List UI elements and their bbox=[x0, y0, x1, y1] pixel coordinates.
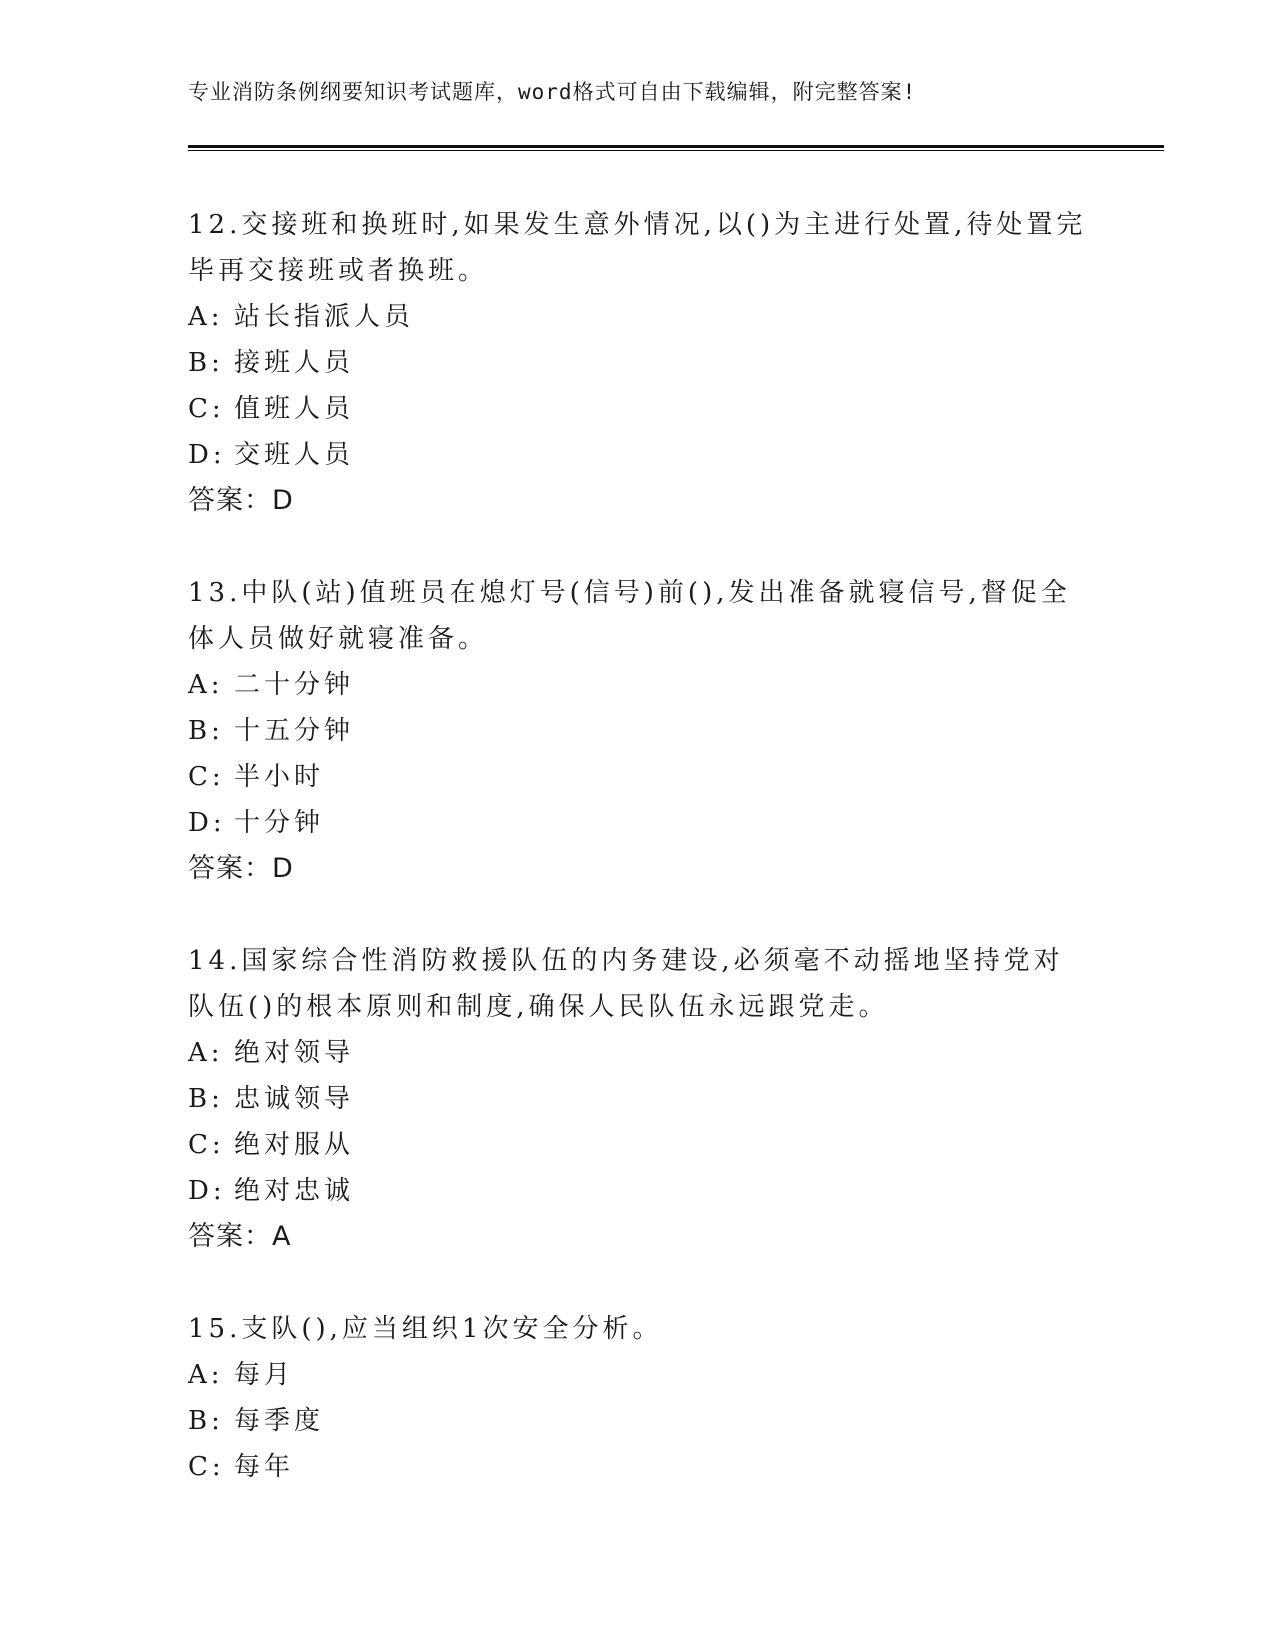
option-b bbox=[188, 1076, 1088, 1122]
option-text: 每月 bbox=[234, 1360, 295, 1390]
header-rule-thin bbox=[188, 150, 1164, 151]
option-text: 忠诚领导 bbox=[234, 1084, 355, 1114]
option-letter: C: bbox=[188, 1130, 225, 1160]
option-b bbox=[188, 1398, 1088, 1444]
option-letter: C: bbox=[188, 394, 225, 424]
option-letter: B: bbox=[188, 1406, 224, 1436]
option-letter: C: bbox=[188, 762, 225, 792]
option-text: 绝对忠诚 bbox=[234, 1176, 355, 1206]
option-text: 十分钟 bbox=[234, 808, 325, 838]
option-text: 每季度 bbox=[234, 1406, 325, 1436]
option-text: 二十分钟 bbox=[234, 670, 355, 700]
option-a bbox=[188, 1352, 1088, 1398]
answer-line: 答案：D bbox=[188, 853, 294, 884]
option-letter: D: bbox=[188, 440, 226, 470]
option-letter: A: bbox=[188, 1360, 224, 1390]
answer-line: 答案：D bbox=[188, 485, 294, 516]
option-a bbox=[188, 662, 1088, 708]
option-c bbox=[188, 754, 1088, 800]
question-12 bbox=[188, 202, 1088, 524]
option-c bbox=[188, 1122, 1088, 1168]
option-d bbox=[188, 1168, 1088, 1214]
question-14 bbox=[188, 938, 1088, 1260]
question-list bbox=[188, 202, 1088, 1536]
option-text: 交班人员 bbox=[234, 440, 355, 470]
question-15 bbox=[188, 1306, 1088, 1490]
option-text: 值班人员 bbox=[234, 394, 355, 424]
answer-line: 答案：A bbox=[188, 1221, 292, 1252]
question-stem: 12.交接班和换班时,如果发生意外情况,以()为主进行处置,待处置完毕再交接班或者换班。 bbox=[188, 210, 1087, 286]
option-letter: D: bbox=[188, 808, 226, 838]
question-13 bbox=[188, 570, 1088, 892]
option-text: 站长指派人员 bbox=[234, 302, 415, 332]
option-letter: B: bbox=[188, 1084, 224, 1114]
option-letter: B: bbox=[188, 348, 224, 378]
option-text: 每年 bbox=[234, 1452, 295, 1482]
option-text: 半小时 bbox=[234, 762, 325, 792]
option-c bbox=[188, 386, 1088, 432]
option-d bbox=[188, 432, 1088, 478]
option-letter: A: bbox=[188, 1038, 224, 1068]
question-stem: 14.国家综合性消防救援队伍的内务建设,必须毫不动摇地坚持党对队伍()的根本原则和制度,确保人民队伍永远跟党走。 bbox=[188, 946, 1064, 1022]
option-a bbox=[188, 1030, 1088, 1076]
option-b bbox=[188, 340, 1088, 386]
option-letter: A: bbox=[188, 302, 224, 332]
option-d bbox=[188, 800, 1088, 846]
option-text: 绝对领导 bbox=[234, 1038, 355, 1068]
option-letter: C: bbox=[188, 1452, 225, 1482]
option-text: 十五分钟 bbox=[234, 716, 355, 746]
option-a bbox=[188, 294, 1088, 340]
option-letter: D: bbox=[188, 1176, 226, 1206]
option-b bbox=[188, 708, 1088, 754]
option-c bbox=[188, 1444, 1088, 1490]
question-stem: 15.支队(),应当组织1次安全分析。 bbox=[188, 1314, 663, 1344]
question-stem: 13.中队(站)值班员在熄灯号(信号)前(),发出准备就寝信号,督促全体人员做好就寝准备。 bbox=[188, 578, 1071, 654]
header-rule-thick bbox=[188, 145, 1164, 148]
page-header: 专业消防条例纲要知识考试题库，word格式可自由下载编辑，附完整答案! bbox=[188, 80, 917, 104]
option-text: 接班人员 bbox=[234, 348, 355, 378]
option-text: 绝对服从 bbox=[234, 1130, 355, 1160]
option-letter: B: bbox=[188, 716, 224, 746]
option-letter: A: bbox=[188, 670, 224, 700]
